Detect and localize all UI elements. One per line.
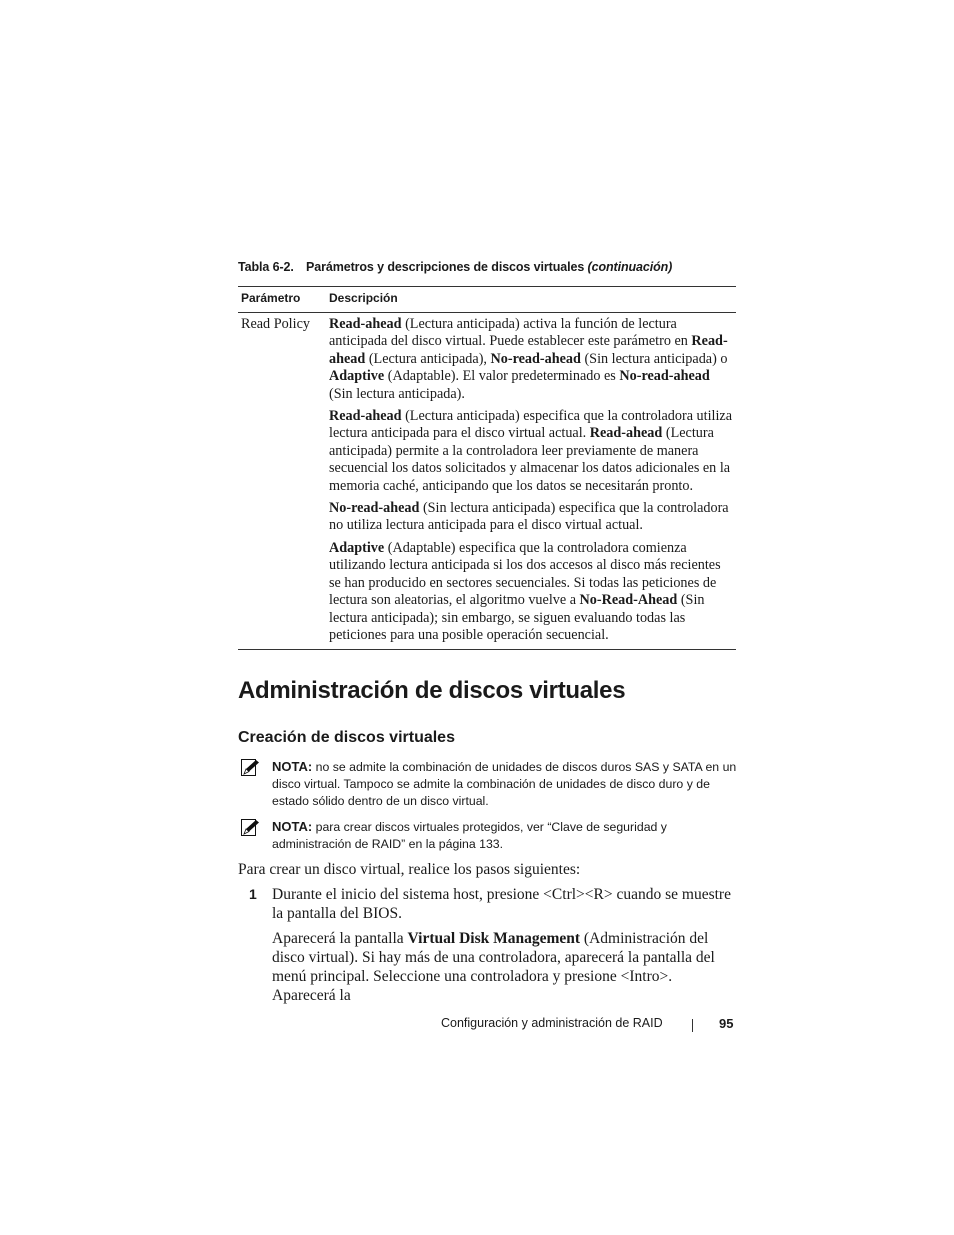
table-caption <box>238 260 672 274</box>
table-caption-number: Tabla 6-2. <box>238 260 294 274</box>
step-text: Durante el inicio del sistema host, presione <Ctrl><R> cuando se muestre la pantalla del BIOS. <box>272 886 731 922</box>
step-followup-text: Aparecerá la pantalla Virtual Disk Management (Administración del disco virtual). Si hay más de una controladora, aparecerá la pantalla del menú principal. Seleccione una controladora y presione <Intro>. Aparecerá la <box>272 930 715 1004</box>
parameters-table <box>238 286 736 650</box>
step-number: 1 <box>249 886 257 902</box>
row-description <box>329 316 734 644</box>
footer-divider <box>692 1019 693 1032</box>
pencil-note-icon <box>241 819 261 837</box>
description-paragraph: No-read-ahead (Sin lectura anticipada) especifica que la controladora no utiliza lectura anticipada para el disco virtual actual. <box>329 500 729 534</box>
note-label: NOTA: <box>272 759 313 774</box>
note-box <box>238 818 738 853</box>
subsection-title: Creación de discos virtuales <box>238 729 455 746</box>
table-caption-continuation: (continuación) <box>587 260 673 274</box>
description-paragraph: Read-ahead (Lectura anticipada) especifica que la controladora utiliza lectura anticipada para el disco virtual actual. Read-ahead (Lectura anticipada) permite a la controladora leer previamente de manera secuencial los datos solicitados y almacenar los datos adicionales en la memoria caché, anticipando que los datos se necesitarán pronto. <box>329 408 733 494</box>
table-header-row <box>238 287 736 313</box>
footer-section-title: Configuración y administración de RAID <box>441 1016 663 1030</box>
table-caption-title: Parámetros y descripciones de discos virtuales <box>306 260 585 274</box>
header-parameter: Parámetro <box>241 291 301 305</box>
page-number: 95 <box>719 1016 734 1031</box>
note-box <box>238 758 738 810</box>
description-paragraph: Read-ahead (Lectura anticipada) activa la función de lectura anticipada del disco virtual. Puede establecer este parámetro en Read-ahead (Lectura anticipada), No-read-ahead (Sin lectura anticipada) o Adaptive (Adaptable). El valor predeterminado es No-read-ahead (Sin lectura anticipada). <box>329 316 728 402</box>
note-text: para crear discos virtuales protegidos, ver “Clave de seguridad y administración de RAID” en la página 133. <box>272 820 667 851</box>
row-parameter: Read Policy <box>241 316 310 332</box>
step-item <box>238 885 738 923</box>
description-paragraph: Adaptive (Adaptable) especifica que la controladora comienza utilizando lectura anticipada si los dos accesos al disco más recientes se han producido en sectores secuenciales. Si todas las peticiones de lectura son aleatorias, el algoritmo vuelve a No-Read-Ahead (Sin lectura anticipada); sin embargo, se siguen evaluando todas las peticiones para una posible operación secuencial. <box>329 539 721 643</box>
note-label: NOTA: <box>272 819 313 834</box>
section-title: Administración de discos virtuales <box>238 677 626 704</box>
table-row <box>238 313 736 649</box>
intro-paragraph: Para crear un disco virtual, realice los pasos siguientes: <box>238 861 581 878</box>
header-description: Descripción <box>329 291 398 305</box>
pencil-note-icon <box>241 759 261 777</box>
step-followup <box>238 929 738 1005</box>
note-text: no se admite la combinación de unidades de discos duros SAS y SATA en un disco virtual. Tampoco se admite la combinación de unidades de disco duro y de estado sólido dentro de un disco virtual. <box>272 760 737 808</box>
